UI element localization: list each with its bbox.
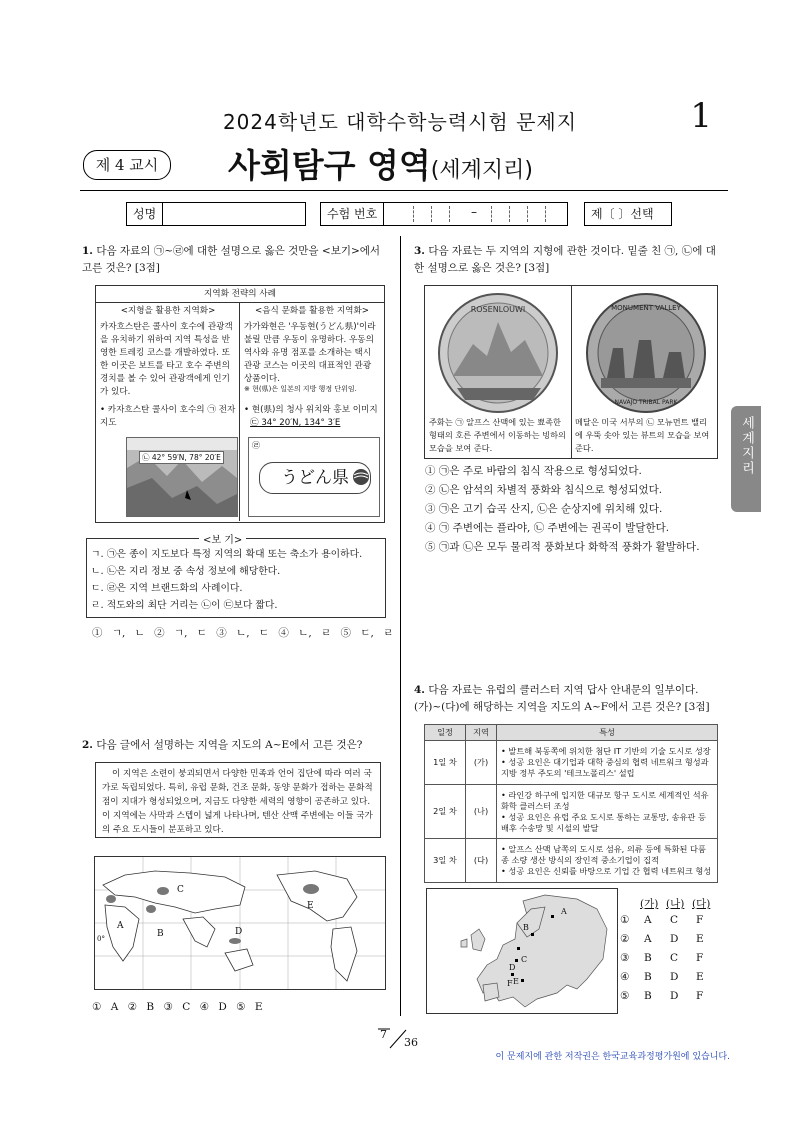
- answer-head-da: (다): [692, 898, 711, 910]
- feature-line: • 발트해 북동쪽에 위치한 첨단 IT 기반의 기술 도시로 성장: [501, 746, 711, 756]
- question-stem: 다음 자료는 유럽의 클러스터 지역 답사 안내문의 일부이다. (가)~(다)에 해당하는 지역을 지도의 A~F에서 고른 것은? [3점]: [414, 684, 710, 713]
- coin-right-bottom: NAVAJO TRIBAL PARK: [614, 399, 678, 406]
- map-label-d: D: [509, 963, 516, 972]
- digit-divider: [449, 206, 450, 222]
- copyright-notice: 이 문제지에 관한 저작권은 한국교육과정평가원에 있습니다.: [495, 1052, 730, 1062]
- answer-head-na: (나): [666, 898, 685, 910]
- map-label-f: F: [507, 979, 513, 988]
- question-number: 3.: [414, 245, 425, 257]
- page-number: 1: [690, 96, 712, 136]
- left-heading: <지형을 활용한 지역화>: [120, 306, 216, 316]
- answer-da: F: [696, 914, 704, 926]
- answer-option-4[interactable]: [620, 971, 720, 990]
- question-stem: 다음 자료는 두 지역의 지형에 관한 것이다. 밑줄 친 ㉠, ㉡에 대한 설명으로 옳은 것은? [3점]: [414, 245, 716, 274]
- answer-option-1[interactable]: [620, 914, 720, 933]
- map-label-b: B: [523, 923, 529, 932]
- question-number: 2.: [82, 739, 93, 751]
- answer-na: D: [670, 933, 679, 945]
- answer-num: ⑤: [620, 990, 630, 1002]
- udon-bowl-icon: [352, 468, 370, 486]
- exam-number-label: 수험 번호: [321, 203, 384, 225]
- q4-itinerary-table: [424, 724, 718, 883]
- answer-ga: B: [644, 990, 652, 1002]
- answer-na: D: [670, 990, 679, 1002]
- left-text: 카자흐스탄은 콜사이 호수에 관광객을 유치하기 위하여 지역 특성을 반영한 트레킹 코스를 개발하였다. 또한 이곳은 보트를 타고 호수 주변의 경치를 볼 수 있어 관광객에게 인기가 있다.: [100, 322, 233, 397]
- udon-logo-image: [248, 437, 380, 517]
- map-label-d: D: [235, 927, 243, 937]
- answer-da: E: [696, 933, 704, 945]
- answer-ga: A: [644, 933, 652, 945]
- question-number: 1.: [82, 245, 93, 257]
- swiss-coin-image: [437, 292, 559, 414]
- name-field[interactable]: [126, 202, 306, 226]
- bogi-item: ㄷ. ㉣은 지역 브랜드화의 사례이다.: [91, 583, 243, 594]
- feature-line: • 성공 요인은 유럽 주요 도시로 통하는 교통망, 송유관 등 배후 수송망 및 시설의 발달: [501, 811, 706, 833]
- bogi-item: ㄴ. ㉡은 지리 정보 중 속성 정보에 해당한다.: [91, 566, 281, 577]
- answer-da: E: [696, 971, 704, 983]
- cell-day: 1일 차: [425, 741, 466, 785]
- feature-line: • 성공 요인은 신뢰를 바탕으로 기업 간 협력 네트워크 형성: [501, 866, 712, 876]
- col-header-day: 일정: [425, 725, 466, 741]
- question-stem: 다음 글에서 설명하는 지역을 지도의 A~E에서 고른 것은?: [96, 739, 363, 751]
- name-label: 성명: [127, 203, 163, 225]
- cell-feature: [497, 839, 718, 883]
- table-row: [425, 741, 718, 785]
- page-total: 36: [404, 1036, 418, 1049]
- monument-valley-medal-image: [585, 292, 707, 414]
- world-map-graphic: [95, 857, 385, 989]
- q3-material-box: [424, 285, 718, 459]
- table-header-row: [425, 725, 718, 741]
- answer-na: D: [670, 971, 679, 983]
- q1-material-box: [95, 285, 385, 523]
- left-bullet: • 카자흐스탄 콜사이 호수의 ㉠ 전자 지도: [100, 405, 236, 428]
- table-row: [425, 785, 718, 839]
- digit-divider: [491, 206, 492, 222]
- right-heading: <음식 문화를 활용한 지역화>: [255, 306, 369, 316]
- digit-divider: [431, 206, 432, 222]
- answer-na: C: [670, 914, 679, 926]
- subject-side-tab: [731, 406, 761, 512]
- q3-options: [425, 462, 725, 557]
- map-label-b: B: [157, 929, 164, 939]
- col-header-feature: 특성: [497, 725, 718, 741]
- map-label-e: E: [513, 977, 519, 986]
- question-4: [414, 682, 720, 716]
- exam-title: 2024학년도 대학수학능력시험 문제지: [222, 110, 578, 134]
- answer-na: C: [670, 952, 679, 964]
- answer-num: ①: [620, 914, 630, 926]
- answer-da: F: [696, 952, 704, 964]
- subject-main: 사회탐구 영역: [228, 146, 431, 185]
- q4-europe-map: [426, 888, 618, 1014]
- cell-day: 2일 차: [425, 785, 466, 839]
- answer-option-3[interactable]: [620, 952, 720, 971]
- box-divider: [571, 286, 572, 458]
- header-rule: [80, 190, 728, 191]
- map-label-prime-meridian: 0°: [97, 935, 105, 943]
- bogi-item: ㄱ. ㉠은 종이 지도보다 특정 지역의 확대 또는 축소가 용이하다.: [91, 549, 363, 560]
- answer-num: ③: [620, 952, 630, 964]
- right-note: ※ 현(県)은 일본의 지방 행정 단위임.: [244, 385, 357, 393]
- answer-option-5[interactable]: [620, 990, 720, 1009]
- page-indicator: [378, 1028, 422, 1050]
- map-label-c: C: [521, 955, 528, 964]
- map-label-e: E: [307, 901, 314, 911]
- box-divider: [239, 302, 240, 521]
- logo-text: うどん県: [259, 462, 371, 494]
- answer-head: [620, 896, 720, 914]
- feature-line: • 성공 요인은 대기업과 대학 중심의 협력 네트워크 형성과 지방 정부 주도의 '테크노폴리스' 설립: [501, 757, 709, 778]
- cell-region: (나): [466, 785, 497, 839]
- right-bullet: • 현(県)의 청사 위치와 홍보 이미지: [244, 405, 378, 415]
- coord-left-label: ㉡ 42° 59′N, 78° 20′E: [139, 451, 224, 464]
- terrain-relief: [127, 438, 237, 516]
- q1-bogi-box: [86, 535, 386, 618]
- q2-choices[interactable]: ① A ② B ③ C ④ D ⑤ E: [92, 1001, 263, 1013]
- q1-choices[interactable]: ① ㄱ, ㄴ ② ㄱ, ㄷ ③ ㄴ, ㄷ ④ ㄴ, ㄹ ⑤ ㄷ, ㄹ: [92, 627, 394, 639]
- question-2: [82, 737, 386, 754]
- feature-line: • 라인강 하구에 입지한 대규모 항구 도시로 세계적인 석유 화학 클러스터 조성: [501, 789, 709, 811]
- exam-number-field[interactable]: [320, 202, 568, 226]
- question-number: 4.: [414, 684, 425, 696]
- coin-left-text: ROSENLOUWI: [470, 305, 526, 314]
- map-label-a: A: [561, 907, 567, 916]
- option-3[interactable]: ③ ㉠은 고기 습곡 산지, ㉡은 순상지에 위치해 있다.: [425, 503, 663, 515]
- table-row: [425, 839, 718, 883]
- caption-right: 메달은 미국 서부의 ㉡ 모뉴먼트 밸리에 우뚝 솟아 있는 뷰트의 모습을 보여 준다.: [575, 417, 710, 453]
- digit-divider: [545, 206, 546, 222]
- coord-right-label: ㉢ 34° 20′N, 134° 3′E: [250, 418, 341, 428]
- digit-divider: [527, 206, 528, 222]
- col-header-region: 지역: [466, 725, 497, 741]
- column-divider: [400, 236, 401, 1016]
- caption-left: 주화는 ㉠ 알프스 산맥에 있는 뾰족한 형태의 호른 주변에서 이동하는 빙하의 모습을 보여 준다.: [429, 417, 566, 453]
- period-badge: 제 4 교시: [83, 150, 171, 180]
- answer-ga: A: [644, 914, 652, 926]
- map-label-a: A: [117, 921, 124, 931]
- map-label-c: C: [177, 885, 184, 895]
- subject-title: [228, 140, 533, 187]
- option-2[interactable]: ② ㉡은 암석의 차별적 풍화와 침식으로 형성되었다.: [425, 484, 663, 496]
- right-text: 가가와현은 '우동현(うどん県)'이라 불릴 만큼 우동이 유명하다. 우동의 역사와 유명 점포를 소개하는 택시 관광 코스는 이곳의 대표적인 관광 상품이다.: [244, 322, 376, 384]
- coin-right-text: MONUMENT VALLEY: [611, 304, 681, 312]
- cell-region: (다): [466, 839, 497, 883]
- cell-region: (가): [466, 741, 497, 785]
- logo-mark: ㉣: [252, 441, 260, 450]
- answer-option-2[interactable]: [620, 933, 720, 952]
- bogi-list: [91, 546, 383, 614]
- answer-ga: B: [644, 971, 652, 983]
- selection-field[interactable]: [584, 202, 672, 226]
- cell-day: 3일 차: [425, 839, 466, 883]
- q2-passage: 이 지역은 소련이 붕괴되면서 다양한 민족과 언어 집단에 따라 여러 국가로 독립되었다. 특히, 유럽 문화, 건조 문화, 동양 문화가 접하는 문화적 점이 지대가 형성되었으며, 지금도 다양한 세력의 영향이 공존하고 있다. 이 지역에는 사막과 스텝이 넓게 나타나며, 텐산 산맥 주변에는 이들 국가의 주요 도시들이 분포하고 있다.: [95, 762, 381, 838]
- selection-label: 제〔 〕선택: [591, 207, 654, 221]
- question-stem: 다음 자료의 ㉠~㉣에 대한 설명으로 옳은 것만을 <보기>에서 고른 것은? [3점]: [82, 245, 381, 274]
- option-5[interactable]: ⑤ ㉠과 ㉡은 모두 물리적 풍화보다 화학적 풍화가 활발하다.: [425, 541, 700, 553]
- exam-number-dash: –: [471, 205, 477, 219]
- answer-head-ga: (가): [640, 898, 659, 910]
- q2-world-map: [94, 856, 386, 990]
- question-3: [414, 243, 720, 277]
- europe-map-graphic: [427, 889, 617, 1013]
- electronic-map-image: [126, 437, 238, 517]
- q4-answer-grid: [620, 896, 720, 1009]
- digit-divider: [509, 206, 510, 222]
- answer-num: ②: [620, 933, 630, 945]
- subject-sub: (세계지리): [430, 158, 533, 183]
- option-1[interactable]: ① ㉠은 주로 바람의 침식 작용으로 형성되었다.: [425, 465, 642, 477]
- box-title: 지역화 전략의 사례: [96, 286, 384, 303]
- answer-num: ④: [620, 971, 630, 983]
- bogi-item: ㄹ. 적도와의 최단 거리는 ㉡이 ㉢보다 짧다.: [91, 600, 278, 611]
- digit-divider: [413, 206, 414, 222]
- cell-feature: [497, 785, 718, 839]
- option-4[interactable]: ④ ㉠ 주변에는 플라야, ㉡ 주변에는 권곡이 발달한다.: [425, 522, 670, 534]
- bogi-title: <보 기>: [199, 531, 246, 546]
- feature-line: • 알프스 산맥 남쪽의 도시로 섬유, 의류 등에 특화된 다품종 소량 생산 방식의 장인적 중소기업이 집적: [501, 844, 706, 865]
- answer-ga: B: [644, 952, 652, 964]
- side-tab-label: 세계지리: [739, 416, 754, 476]
- question-1: [82, 243, 386, 277]
- page-current: 7: [380, 1028, 387, 1041]
- answer-da: F: [696, 990, 704, 1002]
- cell-feature: [497, 741, 718, 785]
